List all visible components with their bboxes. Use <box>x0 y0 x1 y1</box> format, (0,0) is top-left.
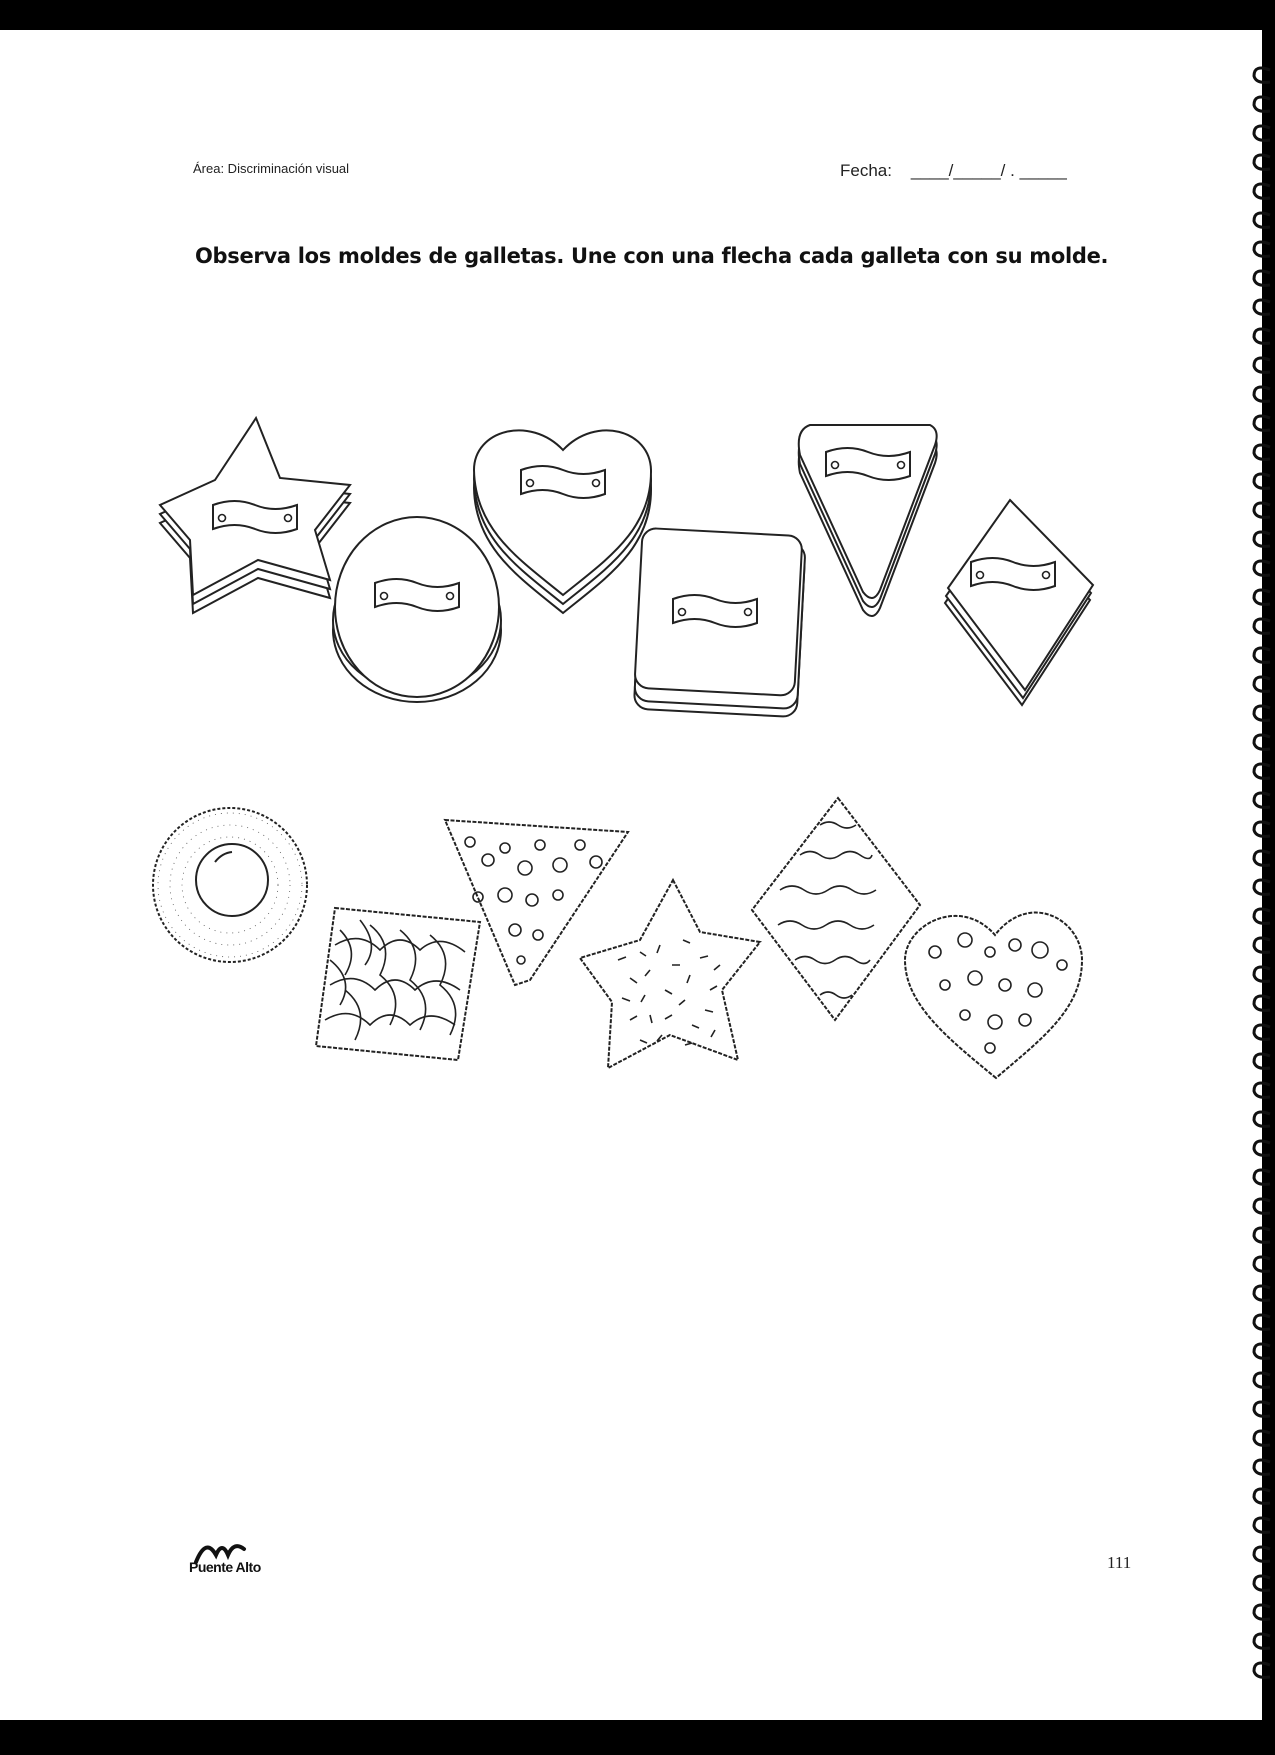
mold-square[interactable] <box>634 528 806 717</box>
cookie-ring[interactable] <box>153 808 307 962</box>
mold-star[interactable] <box>160 418 350 613</box>
date-field[interactable]: Fecha: ____/_____/ . _____ <box>840 161 1067 180</box>
cookie-square[interactable] <box>316 908 480 1060</box>
cookie-diamond[interactable] <box>752 798 920 1020</box>
mold-circle[interactable] <box>333 517 501 702</box>
instruction-text: Observa los moldes de galletas. Une con una flecha cada galleta con su molde. <box>195 244 1109 268</box>
puente-alto-logo-icon <box>188 1527 288 1587</box>
cookie-heart[interactable] <box>905 913 1082 1078</box>
area-label: Área: Discriminación visual <box>193 161 350 176</box>
logo-text: Puente Alto <box>189 1559 261 1575</box>
spiral-binding-icon <box>1248 50 1275 1690</box>
mold-heart[interactable] <box>474 430 651 613</box>
mold-diamond[interactable] <box>945 500 1093 705</box>
cookie-star[interactable] <box>580 880 760 1068</box>
mold-triangle[interactable] <box>799 425 937 616</box>
page-number: 111 <box>1107 1553 1132 1572</box>
